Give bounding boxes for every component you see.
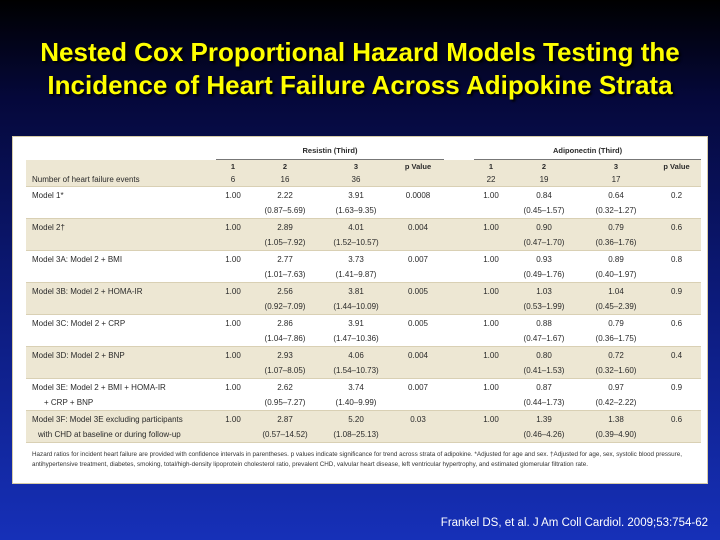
table-cell: 1.00	[216, 219, 250, 236]
table-cell: 3.81	[320, 283, 392, 300]
ci-cell: (0.44–1.73)	[508, 395, 580, 411]
ci-cell	[216, 299, 250, 315]
table-cell: 17	[580, 172, 652, 187]
col-header: 3	[320, 160, 392, 173]
ci-cell: (0.87–5.69)	[250, 203, 320, 219]
table-cell: 6	[216, 172, 250, 187]
table-cell: 1.00	[216, 411, 250, 428]
ci-cell: (0.32–1.27)	[580, 203, 652, 219]
table-cell: 1.00	[225, 382, 241, 392]
col-header: p Value	[392, 160, 444, 173]
table-cell	[652, 172, 701, 187]
ci-cell: (1.54–10.73)	[320, 363, 392, 379]
row-label-continued	[26, 235, 216, 251]
col-header: 1	[474, 160, 508, 173]
table-cell: 0.88	[536, 318, 552, 328]
table-cell: 0.6	[652, 411, 701, 428]
table-cell: 0.005	[392, 283, 444, 300]
table-cell: 1.00	[483, 318, 499, 328]
model-row	[26, 315, 701, 332]
ci-cell: (1.01–7.63)	[250, 267, 320, 283]
ci-cell	[216, 203, 250, 219]
table-cell: 1.00	[216, 283, 250, 300]
table-cell: 1.04	[580, 283, 652, 300]
group-header-row	[26, 141, 701, 160]
table-cell: 0.005	[407, 318, 429, 328]
table-cell: 0.4	[652, 347, 701, 364]
row-label-continued	[26, 363, 216, 379]
ci-cell	[652, 395, 701, 411]
table-cell: 1.39	[508, 411, 580, 428]
table-body	[26, 172, 701, 443]
model-row	[26, 219, 701, 236]
row-label: Model 3E: Model 2 + BMI + HOMA-IR	[32, 382, 166, 392]
row-label: Model 2†	[26, 219, 216, 236]
table-cell: 0.89	[608, 254, 624, 264]
table-cell: 0.8	[670, 254, 683, 264]
events-row	[26, 172, 701, 187]
table-cell: 1.38	[580, 411, 652, 428]
model-row-ci	[26, 299, 701, 315]
model-row	[26, 283, 701, 300]
table-cell: 3.74	[348, 382, 364, 392]
ci-cell: (0.41–1.53)	[508, 363, 580, 379]
ci-cell: (1.05–7.92)	[250, 235, 320, 251]
ci-cell: (0.45–1.57)	[508, 203, 580, 219]
table-cell: 0.004	[392, 347, 444, 364]
ci-cell	[474, 299, 508, 315]
model-row	[26, 347, 701, 364]
table-cell: 2.62	[277, 382, 293, 392]
ci-cell	[474, 267, 508, 283]
row-label: Model 3F: Model 3E excluding participants	[26, 411, 216, 428]
model-row-ci	[26, 267, 701, 283]
ci-cell	[216, 267, 250, 283]
model-row-ci	[26, 331, 701, 347]
table-cell: 1.03	[508, 283, 580, 300]
ci-cell	[474, 363, 508, 379]
table-cell: 1.00	[225, 318, 241, 328]
model-row	[26, 379, 701, 396]
row-label: Model 3D: Model 2 + BNP	[26, 347, 216, 364]
table-cell: 0.79	[580, 219, 652, 236]
model-row-ci	[26, 395, 701, 411]
table-cell: 0.2	[670, 190, 683, 200]
ci-cell: (1.08–25.13)	[320, 427, 392, 443]
model-row	[26, 251, 701, 268]
ci-cell: (0.42–2.22)	[580, 395, 652, 411]
table-cell: 1.00	[216, 347, 250, 364]
ci-cell: (1.41–9.87)	[320, 267, 392, 283]
table-cell: 2.77	[277, 254, 293, 264]
row-label: Model 3C: Model 2 + CRP	[32, 318, 126, 328]
table-cell: 0.93	[536, 254, 552, 264]
ci-cell: (0.47–1.67)	[508, 331, 580, 347]
ci-cell: (1.63–9.35)	[320, 203, 392, 219]
ci-cell: (0.92–7.09)	[250, 299, 320, 315]
ci-cell	[216, 363, 250, 379]
table-cell: 0.84	[536, 190, 552, 200]
ci-cell	[652, 427, 701, 443]
ci-cell: (0.46–4.26)	[508, 427, 580, 443]
table-cell: 0.6	[670, 318, 683, 328]
table-cell: 1.00	[474, 219, 508, 236]
table-cell: 2.87	[250, 411, 320, 428]
row-label-continued: with CHD at baseline or during follow-up	[26, 427, 216, 443]
ci-cell	[652, 235, 701, 251]
ci-cell	[392, 331, 444, 347]
col-header: 2	[508, 160, 580, 173]
ci-cell	[392, 235, 444, 251]
adiponectin-group-header: Adiponectin (Third)	[474, 141, 701, 160]
ci-cell	[652, 203, 701, 219]
col-header: 1	[216, 160, 250, 173]
table-cell: 0.64	[608, 190, 624, 200]
table-footnote: Hazard ratios for incident heart failure are provided with confidence intervals in parentheses. p values indicate significance for trend across strata of adipokine. *Adjusted for age and sex. †Adjusted for age, sex, systolic blood pressure, antihypertensive treatment, diabetes, smoking, total/high-density lipoprotein cholesterol ratio, prevalent CHD, valvular heart disease, left ventricular hypertrophy, and estimated glomerular filtration rate.	[32, 451, 682, 468]
table-cell: 0.9	[652, 283, 701, 300]
table-cell: 2.56	[250, 283, 320, 300]
table-cell: 2.89	[250, 219, 320, 236]
ci-cell: (1.07–8.05)	[250, 363, 320, 379]
ci-cell: (1.44–10.09)	[320, 299, 392, 315]
table-cell: 0.6	[652, 219, 701, 236]
slide-title	[0, 36, 720, 102]
table-cell	[392, 172, 444, 187]
ci-cell	[216, 395, 250, 411]
ci-cell	[652, 299, 701, 315]
table-cell: 0.0008	[405, 190, 431, 200]
row-label-continued	[26, 203, 216, 219]
ci-cell: (0.36–1.76)	[580, 235, 652, 251]
table-cell: 1.00	[474, 411, 508, 428]
table-cell: 0.004	[392, 219, 444, 236]
ci-cell	[474, 235, 508, 251]
table-cell: 1.00	[483, 190, 499, 200]
table-cell: 1.00	[483, 382, 499, 392]
resistin-group-header: Resistin (Third)	[216, 141, 444, 160]
ci-cell: (0.32–1.60)	[580, 363, 652, 379]
model-row-ci	[26, 427, 701, 443]
ci-cell	[392, 427, 444, 443]
col-header: 2	[250, 160, 320, 173]
row-label-continued	[26, 267, 216, 283]
table-cell: 2.93	[250, 347, 320, 364]
ci-cell: (0.49–1.76)	[508, 267, 580, 283]
ci-cell	[474, 203, 508, 219]
slide-title-line-1: Nested Cox Proportional Hazard Models Testing the	[40, 37, 680, 67]
table-cell: 0.87	[536, 382, 552, 392]
model-row-ci	[26, 363, 701, 379]
model-row	[26, 411, 701, 428]
table-cell: 2.22	[277, 190, 293, 200]
row-label: Model 3B: Model 2 + HOMA-IR	[26, 283, 216, 300]
ci-cell	[652, 267, 701, 283]
ci-cell	[392, 299, 444, 315]
table-cell: 0.03	[392, 411, 444, 428]
row-label-continued	[26, 331, 216, 347]
table-cell: 1.00	[225, 254, 241, 264]
column-header-row	[26, 160, 701, 173]
table-cell: 0.80	[508, 347, 580, 364]
ci-cell: (0.39–4.90)	[580, 427, 652, 443]
table-cell: 0.9	[670, 382, 683, 392]
row-label-continued: + CRP + BNP	[26, 395, 216, 411]
table-cell: 0.007	[407, 254, 429, 264]
row-label: Number of heart failure events	[26, 172, 216, 187]
ci-cell: (0.47–1.70)	[508, 235, 580, 251]
col-header: 3	[580, 160, 652, 173]
row-label-continued	[26, 299, 216, 315]
ci-cell	[652, 363, 701, 379]
table-cell: 0.79	[608, 318, 624, 328]
table-cell: 4.06	[320, 347, 392, 364]
ci-cell: (1.47–10.36)	[320, 331, 392, 347]
ci-cell: (1.40–9.99)	[320, 395, 392, 411]
hazard-table	[26, 141, 701, 443]
ci-cell	[392, 395, 444, 411]
table-cell: 3.73	[348, 254, 364, 264]
ci-cell	[392, 267, 444, 283]
ci-cell	[216, 235, 250, 251]
table-cell: 0.90	[508, 219, 580, 236]
table-cell: 36	[320, 172, 392, 187]
table-cell: 1.00	[474, 283, 508, 300]
ci-cell	[392, 203, 444, 219]
col-header: p Value	[652, 160, 701, 173]
table-cell: 2.86	[277, 318, 293, 328]
table-cell: 4.01	[320, 219, 392, 236]
ci-cell: (0.40–1.97)	[580, 267, 652, 283]
table-cell: 1.00	[225, 190, 241, 200]
table-panel	[12, 136, 708, 484]
table-cell: 0.007	[407, 382, 429, 392]
slide-title-line-2: Incidence of Heart Failure Across Adipokine Strata	[47, 70, 673, 100]
ci-cell: (1.52–10.57)	[320, 235, 392, 251]
ci-cell	[474, 331, 508, 347]
ci-cell	[652, 331, 701, 347]
table-cell: 0.97	[608, 382, 624, 392]
row-label: Model 3A: Model 2 + BMI	[32, 254, 123, 264]
ci-cell: (0.57–14.52)	[250, 427, 320, 443]
ci-cell	[474, 395, 508, 411]
ci-cell: (0.53–1.99)	[508, 299, 580, 315]
ci-cell	[392, 363, 444, 379]
table-cell: 22	[474, 172, 508, 187]
ci-cell	[216, 427, 250, 443]
citation: Frankel DS, et al. J Am Coll Cardiol. 2009;53:754-62	[440, 517, 708, 529]
model-row-ci	[26, 203, 701, 219]
ci-cell: (0.45–2.39)	[580, 299, 652, 315]
table-cell: 3.91	[348, 190, 364, 200]
model-row	[26, 187, 701, 204]
table-cell: 1.00	[474, 347, 508, 364]
table-cell: 19	[508, 172, 580, 187]
ci-cell	[474, 427, 508, 443]
ci-cell: (0.36–1.75)	[580, 331, 652, 347]
table-cell: 3.91	[348, 318, 364, 328]
ci-cell: (0.95–7.27)	[250, 395, 320, 411]
ci-cell	[216, 331, 250, 347]
table-cell: 16	[250, 172, 320, 187]
table-cell: 5.20	[320, 411, 392, 428]
table-cell: 1.00	[483, 254, 499, 264]
model-row-ci	[26, 235, 701, 251]
row-label: Model 1*	[32, 190, 64, 200]
table-cell: 0.72	[580, 347, 652, 364]
ci-cell: (1.04–7.86)	[250, 331, 320, 347]
